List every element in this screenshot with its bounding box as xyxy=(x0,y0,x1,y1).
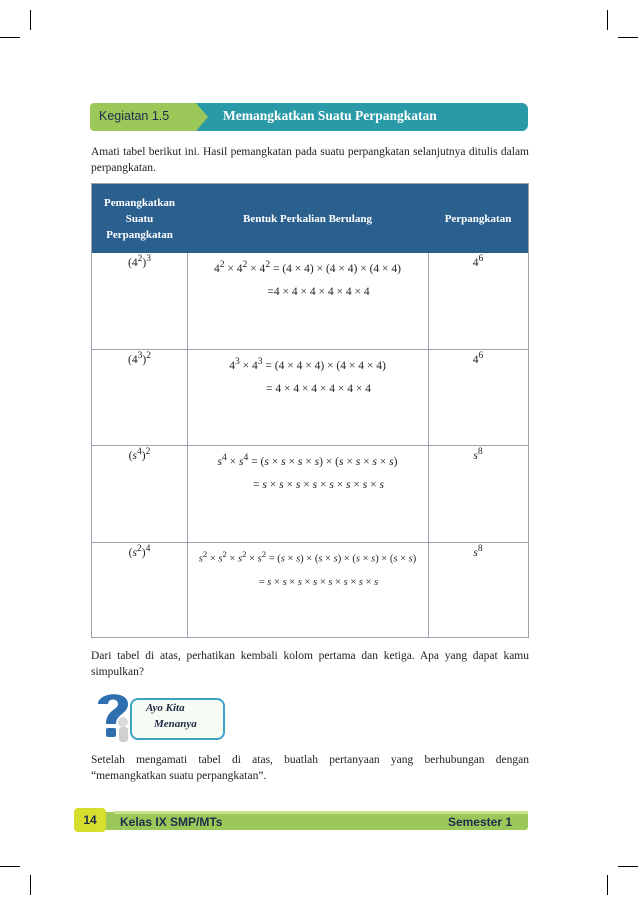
ayo-line1: Ayo Kita xyxy=(146,702,185,714)
kegiatan-title: Memangkatkan Suatu Perpangkatan xyxy=(223,108,437,123)
row-expansion: $s^2 \times s^2 \times s^2 \times s^2 = (s \times s) \times (s \times s) \times (s \times s) \times (s \times s)$ = s × s × s × s × s × s × s × s xyxy=(198,549,417,588)
footer-semester-label: Semester 1 xyxy=(447,815,512,829)
table-row xyxy=(92,253,528,349)
footer-class-label: Kelas IX SMP/MTs xyxy=(120,815,223,829)
crop-mark xyxy=(30,875,31,895)
row-expression: $(4^3)^2$ xyxy=(127,350,152,366)
ayo-kita-menanya-badge xyxy=(90,688,230,744)
table-row xyxy=(92,349,528,445)
row-result: $4^6$ xyxy=(472,253,484,269)
crop-mark xyxy=(618,37,638,38)
row-result: $s^8$ xyxy=(473,446,483,462)
crop-mark xyxy=(0,37,20,38)
row-expansion: $4^3 \times 4^3 = (4 \times 4 \times 4) \times (4 \times 4 \times 4)$ = 4 × 4 × 4 × 4 × 4 × 4 xyxy=(229,356,386,395)
row-expansion: $s^4 \times s^4 = (s \times s \times s \times s) \times (s \times s \times s \times s)$ = s × s × s × s × s × s × s × s xyxy=(217,452,398,491)
kegiatan-header xyxy=(90,100,528,132)
row-result: $s^8$ xyxy=(473,543,483,559)
crop-mark xyxy=(30,10,31,30)
row-expression: $(s^2)^4$ xyxy=(128,543,151,559)
question-paragraph: Dari tabel di atas, perhatikan kembali kolom pertama dan ketiga. Apa yang dapat kamu simpulkan? xyxy=(91,650,529,678)
footer-highlight xyxy=(114,811,528,814)
crop-mark xyxy=(618,866,638,867)
row-result: $4^6$ xyxy=(472,350,484,366)
row-expression: $(s^4)^2$ xyxy=(128,446,151,462)
page-footer xyxy=(74,808,528,832)
header-col-pemangkatan: Pemangkatkan Suatu Perpangkatan xyxy=(104,196,175,241)
exponent-table xyxy=(91,183,529,638)
table-row xyxy=(92,445,528,542)
intro-paragraph: Amati tabel berikut ini. Hasil pemangkatan pada suatu perpangkatan selanjutnya ditulis dalam perpangkatan. xyxy=(91,146,529,174)
crop-mark xyxy=(607,875,608,895)
ayo-line2: Menanya xyxy=(154,718,197,730)
ayo-label-box xyxy=(130,698,225,740)
row-expansion: $4^2 \times 4^2 \times 4^2 = (4 \times 4) \times (4 \times 4) \times (4 \times 4)$ =4 × 4 × 4 × 4 × 4 × 4 xyxy=(213,259,402,298)
page-number: 14 xyxy=(74,808,106,832)
table-row xyxy=(92,542,528,638)
row-expression: $(4^2)^3$ xyxy=(127,253,152,269)
crop-mark xyxy=(0,866,20,867)
crop-mark xyxy=(607,10,608,30)
header-col-perpangkatan: Perpangkatan xyxy=(444,212,512,225)
table-header xyxy=(92,184,528,253)
kegiatan-label: Kegiatan 1.5 xyxy=(99,109,170,123)
closing-paragraph: Setelah mengamati tabel di atas, buatlah pertanyaan yang berhubungan dengan “memangkatkan suatu perpangkatan”. xyxy=(91,754,529,782)
header-col-bentuk: Bentuk Perkalian Berulang xyxy=(243,212,372,225)
